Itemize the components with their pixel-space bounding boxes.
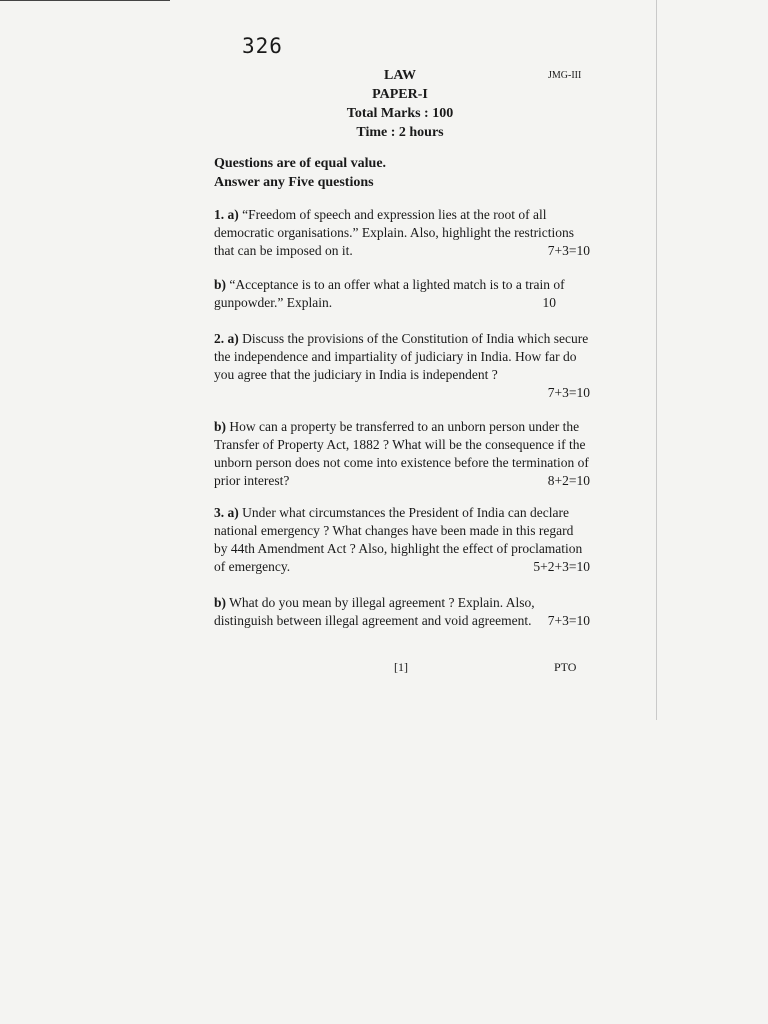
footer-page-number: [1] xyxy=(394,660,408,674)
time-allowed: Time : 2 hours xyxy=(356,125,444,140)
footer-pto: PTO xyxy=(554,660,577,674)
question-text: What do you mean by illegal agreement ? Explain. Also, distinguish between illegal agreement and void agreement. xyxy=(214,595,535,628)
instructions xyxy=(214,154,386,192)
question-label: 3. a) xyxy=(214,505,239,520)
question-marks: 10 xyxy=(542,295,556,310)
question-3a xyxy=(214,504,590,576)
question-2b xyxy=(214,418,590,490)
question-3b xyxy=(214,594,590,630)
subject-title: LAW xyxy=(384,68,416,83)
question-marks: 7+3=10 xyxy=(547,385,590,400)
question-text: Under what circumstances the President of India can declare national emergency ? What changes have been made in this regard by 44th Amendment Act ? Also, highlight the effect of proclamation of emergency. xyxy=(214,505,583,574)
question-label: 1. a) xyxy=(214,207,239,222)
instruction-line: Questions are of equal value. xyxy=(214,156,387,171)
question-label: b) xyxy=(214,277,227,292)
paper-title: PAPER-I xyxy=(372,87,428,102)
question-1b xyxy=(214,276,590,312)
question-label: 2. a) xyxy=(214,331,239,346)
page-number: 326 xyxy=(242,34,283,58)
question-marks: 8+2=10 xyxy=(547,473,590,488)
question-text: “Freedom of speech and expression lies at the root of all democratic organisations.” Explain. Also, highlight the restrictions that can be imposed on it. xyxy=(214,207,575,258)
question-1a xyxy=(214,206,590,260)
instruction-line: Answer any Five questions xyxy=(214,175,374,190)
question-marks: 7+3=10 xyxy=(547,613,590,628)
question-marks: 5+2+3=10 xyxy=(533,559,590,574)
question-label: b) xyxy=(214,419,227,434)
question-label: b) xyxy=(214,595,227,610)
total-marks: Total Marks : 100 xyxy=(346,106,454,121)
question-text: “Acceptance is to an offer what a lighted match is to a train of gunpowder.” Explain. xyxy=(214,277,565,310)
exam-header xyxy=(300,66,500,142)
question-marks: 7+3=10 xyxy=(547,243,590,258)
paper-code: JMG-III xyxy=(548,70,582,81)
question-2a xyxy=(214,330,590,402)
question-text: Discuss the provisions of the Constitution of India which secure the independence and impartiality of judiciary in India. How far do you agree that the judiciary in India is independent ? xyxy=(214,331,589,382)
question-text: How can a property be transferred to an unborn person under the Transfer of Property Act, 1882 ? What will be the consequence if the unborn person does not come into existence before the termination of prior interest? xyxy=(214,419,589,488)
